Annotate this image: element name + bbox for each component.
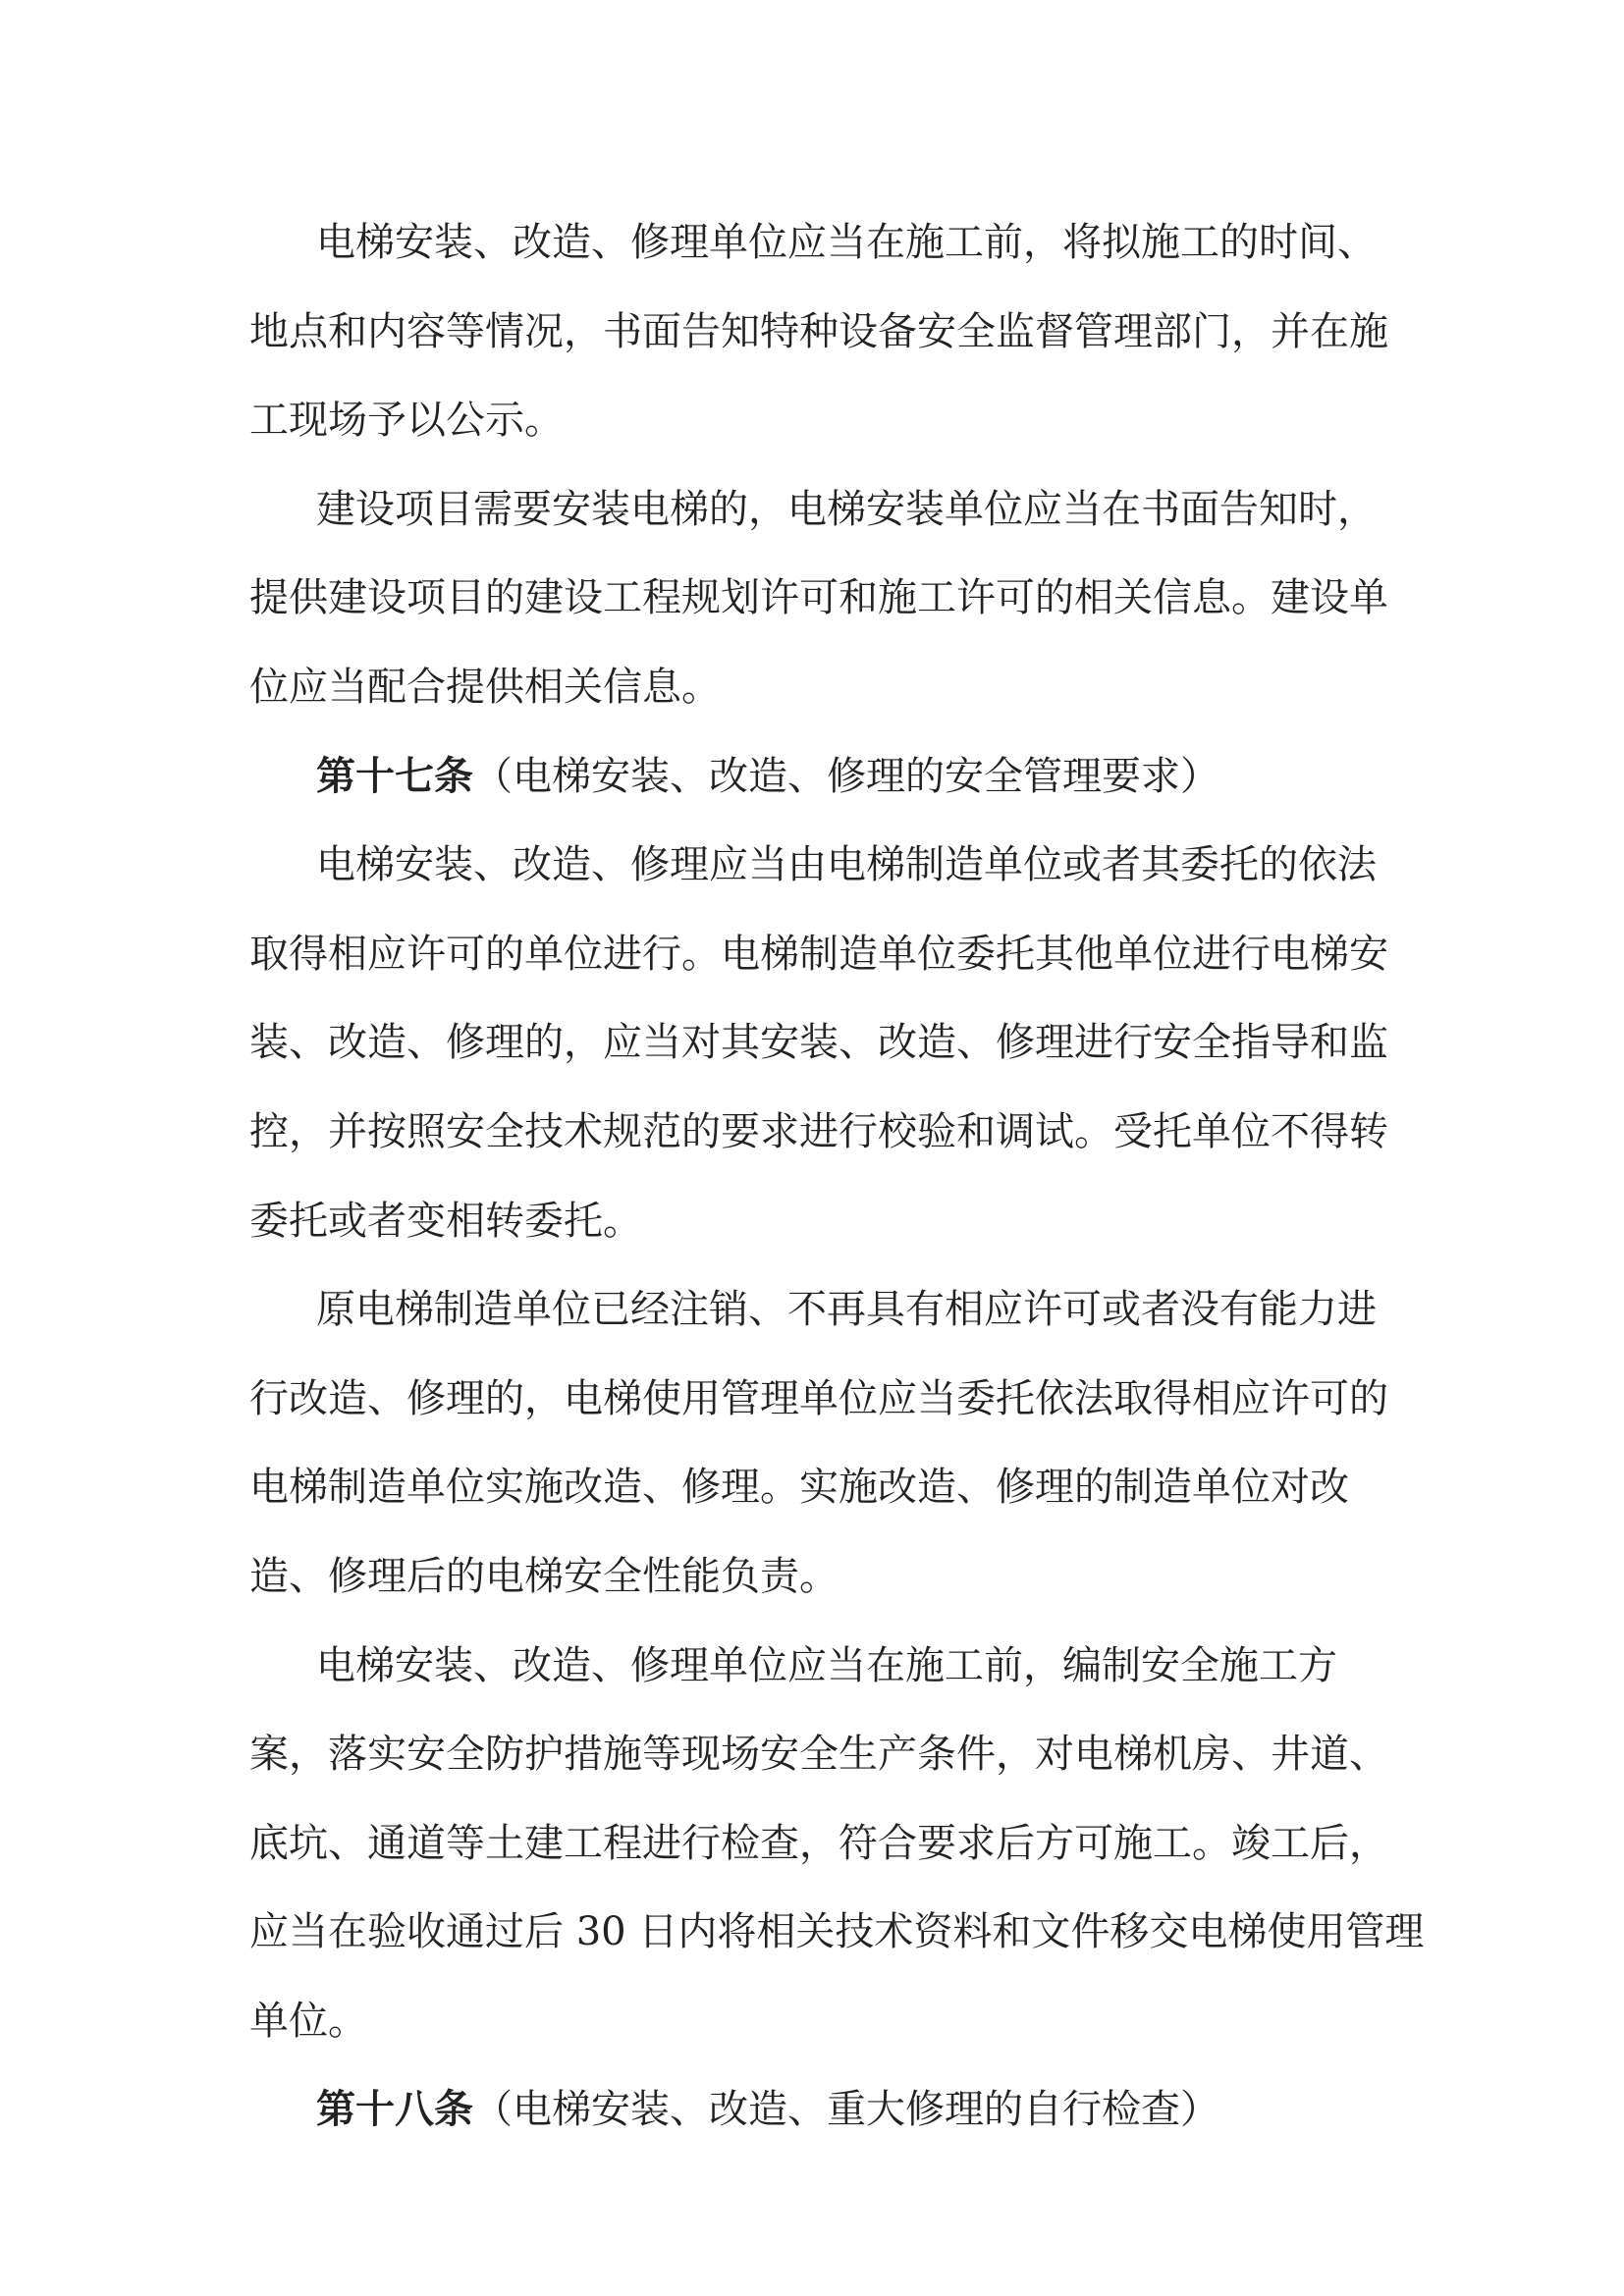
article-number: 第十八条 (316, 2087, 473, 2133)
paragraph-line: 控，并按照安全技术规范的要求进行校验和调试。受托单位不得转 (249, 1108, 1388, 1154)
paragraph-line: 电梯安装、改造、修理单位应当在施工前，将拟施工的时间、 (316, 220, 1377, 265)
paragraph-line: 行改造、修理的，电梯使用管理单位应当委托依法取得相应许可的 (249, 1375, 1388, 1421)
paragraph-line: 建设项目需要安装电梯的，电梯安装单位应当在书面告知时， (316, 486, 1377, 532)
paragraph-line: 取得相应许可的单位进行。电梯制造单位委托其他单位进行电梯安 (249, 931, 1388, 977)
paragraph-line: 电梯制造单位实施改造、修理。实施改造、修理的制造单位对改 (249, 1465, 1349, 1511)
paragraph-line: 委托或者变相转委托。 (249, 1198, 642, 1244)
document-body (249, 198, 1425, 2155)
article-title: （电梯安装、改造、修理的安全管理要求） (473, 753, 1219, 799)
article-number: 第十七条 (316, 753, 473, 799)
paragraph-line: 位应当配合提供相关信息。 (249, 664, 721, 710)
article-heading-17 (249, 732, 1388, 822)
paragraph-line: 原电梯制造单位已经注销、不再具有相应许可或者没有能力进 (316, 1287, 1377, 1333)
paragraph-line: 单位。 (249, 1998, 367, 2044)
paragraph-line: 地点和内容等情况，书面告知特种设备安全监督管理部门，并在施 (249, 308, 1388, 354)
paragraph-line: 工现场予以公示。 (249, 398, 564, 444)
paragraph-line: 造、修理后的电梯安全性能负责。 (249, 1553, 839, 1599)
paragraph-line: 底坑、通道等土建工程进行检查，符合要求后方可施工。竣工后， (249, 1820, 1388, 1866)
paragraph-line: 应当在验收通过后 30 日内将相关技术资料和文件移交电梯使用管理 (249, 1909, 1425, 1955)
article-heading-18 (249, 2065, 1388, 2155)
article-title: （电梯安装、改造、重大修理的自行检查） (473, 2087, 1219, 2133)
paragraph-line: 提供建设项目的建设工程规划许可和施工许可的相关信息。建设单 (249, 575, 1388, 621)
paragraph-line: 装、改造、修理的，应当对其安装、改造、修理进行安全指导和监 (249, 1020, 1388, 1066)
paragraph-line: 电梯安装、改造、修理单位应当在施工前，编制安全施工方 (316, 1642, 1337, 1688)
paragraph-line: 案，落实安全防护措施等现场安全生产条件，对电梯机房、井道、 (249, 1732, 1388, 1778)
paragraph-line: 电梯安装、改造、修理应当由电梯制造单位或者其委托的依法 (316, 842, 1377, 888)
